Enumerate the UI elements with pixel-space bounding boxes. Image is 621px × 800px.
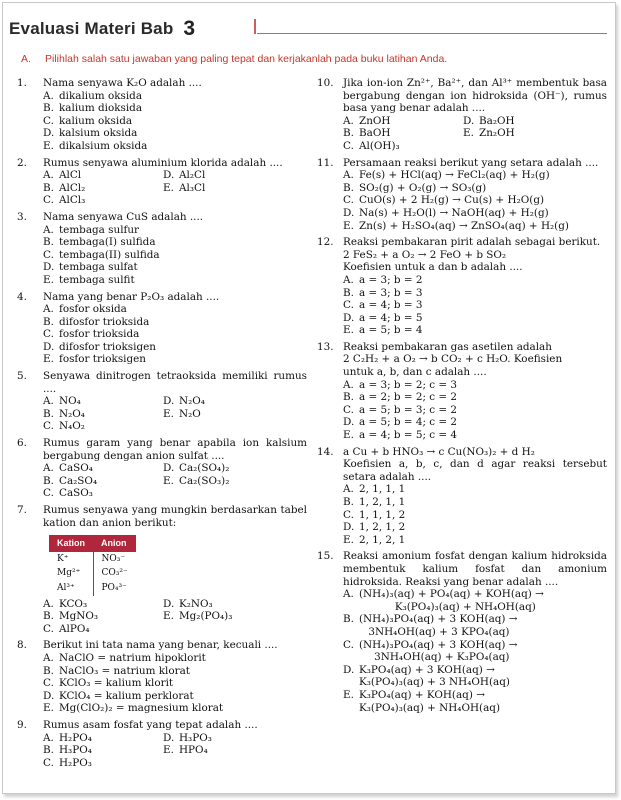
- option-letter: C.: [343, 638, 354, 651]
- option-e[interactable]: E. Zn₂OH: [463, 127, 515, 140]
- option-b[interactable]: B. a = 3; b = 3: [343, 286, 423, 299]
- question-number: 4.: [17, 290, 27, 303]
- reaction-equation: 2 FeS₂ + a O₂ → 2 FeO + b SO₂: [343, 248, 507, 261]
- option-letter: D.: [343, 521, 355, 534]
- option-b[interactable]: B. N₂O₄: [43, 407, 85, 420]
- option-d[interactable]: D. difosfor trioksigen: [43, 340, 156, 353]
- option-d[interactable]: D. a = 5; b = 4; c = 2: [343, 416, 458, 429]
- question-text: Koefisien a, b, c, dan d agar reaksi tersebut setara adalah ....: [343, 458, 607, 483]
- option-letter: A.: [43, 597, 54, 610]
- option-letter: A.: [43, 303, 54, 316]
- option-e[interactable]: E. fosfor trioksigen: [43, 353, 146, 366]
- option-letter: C.: [43, 420, 54, 433]
- option-letter: B.: [43, 236, 54, 249]
- option-letter: B.: [343, 391, 354, 404]
- option-d[interactable]: D. kalsium oksida: [43, 127, 138, 140]
- option-c[interactable]: C. Al(OH)₃: [343, 139, 400, 152]
- option-letter: B.: [43, 407, 54, 420]
- option-a[interactable]: A. NO₄: [43, 395, 81, 408]
- option-c[interactable]: C. CaSO₃: [43, 487, 93, 500]
- cation-anion-table: [49, 535, 136, 595]
- page-frame: [2, 2, 616, 794]
- option-letter: C.: [343, 403, 354, 416]
- option-letter: D.: [343, 416, 355, 429]
- option-letter: C.: [43, 756, 54, 769]
- question-text: Berikut ini tata nama yang benar, kecuali ....: [43, 639, 278, 652]
- option-letter: C.: [43, 194, 54, 207]
- left-column: [17, 77, 307, 773]
- option-letter: A.: [343, 483, 354, 496]
- option-letter: A.: [43, 169, 54, 182]
- option-b[interactable]: B. BaOH: [343, 127, 391, 140]
- option-d[interactable]: D. K₃PO₄(aq) + 3 KOH(aq) → K₃(PO₄)₃(aq) + 3 NH₄OH(aq): [343, 663, 510, 689]
- option-d[interactable]: D. Na(s) + H₂O(l) → NaOH(aq) + H₂(g): [343, 206, 549, 219]
- option-letter: D.: [43, 689, 55, 702]
- option-a[interactable]: A. (NH₄)₃(aq) + PO₄(aq) + KOH(aq) → K₃(PO₄)₃(aq) + NH₄OH(aq): [343, 588, 544, 613]
- option-d[interactable]: D. H₃PO₃: [163, 731, 212, 744]
- question-number: 7.: [17, 504, 27, 516]
- question-text: Nama senyawa K₂O adalah ....: [43, 77, 202, 89]
- option-c[interactable]: C. CuO(s) + 2 H₂(g) → Cu(s) + H₂O(g): [343, 194, 545, 207]
- option-c[interactable]: C. 1, 1, 1, 2: [343, 508, 406, 521]
- table-header-anion: Anion: [93, 535, 136, 552]
- option-letter: A.: [343, 378, 354, 391]
- option-letter: E.: [343, 219, 354, 232]
- question-2: [17, 157, 307, 207]
- question-text: Nama senyawa CuS adalah ....: [43, 210, 204, 223]
- question-text: Jika ion-ion Zn²⁺, Ba²⁺, dan Al³⁺ membentuk basa bergabung dengan ion hidroksida (OH⁻), rumus basa yang benar adalah ....: [343, 77, 607, 115]
- question-number: 2.: [17, 156, 27, 169]
- option-letter: C.: [343, 194, 354, 207]
- question-13: [317, 341, 607, 442]
- option-b[interactable]: B. AlCl₂: [43, 181, 86, 194]
- option-letter: A.: [343, 114, 354, 127]
- option-d[interactable]: D. Ca₂(SO₄)₂: [163, 462, 230, 475]
- option-letter: B.: [43, 664, 54, 677]
- option-d[interactable]: D. Ba₂OH: [463, 114, 515, 127]
- table-header-cation: Kation: [49, 535, 93, 552]
- option-letter: E.: [43, 273, 54, 286]
- option-a[interactable]: A. ZnOH: [343, 114, 391, 127]
- option-letter: E.: [343, 533, 354, 546]
- option-c[interactable]: C. a = 5; b = 3; c = 2: [343, 403, 458, 416]
- option-letter: A.: [43, 89, 54, 102]
- option-letter: C.: [43, 114, 54, 127]
- cation-cell: Al³⁺: [57, 582, 75, 593]
- question-text: Rumus garam yang benar apabila ion kalsium bergabung dengan anion sulfat ....: [43, 437, 307, 462]
- option-letter: C.: [43, 487, 54, 500]
- option-a[interactable]: A. a = 3; b = 2; c = 3: [343, 378, 458, 391]
- option-e[interactable]: E. a = 4; b = 5; c = 4: [343, 429, 458, 442]
- question-14: [317, 446, 607, 547]
- question-number: 5.: [17, 370, 27, 383]
- option-letter: A.: [43, 223, 54, 236]
- option-c[interactable]: C. tembaga(II) sulfida: [43, 248, 160, 261]
- option-letter: B.: [43, 102, 54, 115]
- option-letter: A.: [43, 395, 54, 408]
- anion-cell: PO₄³⁻: [93, 581, 136, 596]
- instruction-mark: A.: [21, 53, 31, 65]
- right-column: [317, 77, 607, 718]
- option-letter: D.: [163, 731, 175, 744]
- option-c[interactable]: C. fosfor trioksida: [43, 328, 140, 341]
- option-letter: B.: [343, 496, 354, 508]
- question-4: [17, 291, 307, 367]
- option-letter: B.: [343, 181, 354, 194]
- option-e[interactable]: E. Ca₂(SO₃)₂: [163, 474, 230, 487]
- option-b[interactable]: B. (NH₄)₃PO₄(aq) + 3 KOH(aq) → 3NH₄OH(aq) + 3 KPO₄(aq): [343, 613, 518, 638]
- question-12: [317, 236, 607, 337]
- question-8: [17, 639, 307, 715]
- option-letter: D.: [163, 597, 175, 610]
- option-a[interactable]: A. CaSO₄: [43, 462, 93, 475]
- header-title: Evaluasi Materi Bab: [9, 19, 174, 38]
- option-e[interactable]: E. 2, 1, 2, 1: [343, 533, 406, 546]
- question-10: [317, 77, 607, 153]
- option-c[interactable]: C. AlCl₃: [43, 194, 86, 207]
- option-letter: B.: [343, 613, 354, 626]
- question-6: [17, 437, 307, 500]
- option-letter: B.: [43, 744, 54, 757]
- question-3: [17, 211, 307, 287]
- question-9: [17, 719, 307, 769]
- question-text: Rumus asam fosfat yang tepat adalah ....: [43, 718, 258, 731]
- option-letter: E.: [43, 139, 54, 152]
- option-letter: C.: [43, 622, 54, 635]
- question-subtext: untuk a, b, dan c adalah ....: [343, 366, 487, 379]
- option-letter: D.: [463, 114, 475, 127]
- option-a[interactable]: A. a = 3; b = 2: [343, 273, 423, 286]
- option-b[interactable]: B. kalium dioksida: [43, 102, 143, 115]
- cation-cell: K⁺: [57, 553, 69, 564]
- option-e[interactable]: E. Mg(ClO₂)₂ = magnesium klorat: [43, 702, 224, 715]
- option-letter: C.: [43, 328, 54, 341]
- question-7: [17, 504, 307, 635]
- option-letter: D.: [343, 663, 355, 676]
- option-letter: D.: [343, 206, 355, 219]
- option-letter: E.: [343, 429, 354, 442]
- chapter-header: [9, 17, 195, 41]
- option-letter: B.: [43, 315, 54, 328]
- option-a[interactable]: A. NaClO = natrium hipoklorit: [43, 651, 206, 664]
- question-text: Reaksi pembakaran pirit adalah sebagai berikut.: [343, 236, 601, 249]
- option-letter: A.: [43, 462, 54, 475]
- option-letter: A.: [43, 651, 54, 664]
- instruction-text: Pilihlah salah satu jawaban yang paling tepat dan kerjakanlah pada buku latihan Anda.: [45, 53, 448, 65]
- option-letter: C.: [343, 299, 354, 312]
- option-e[interactable]: E. dikalsium oksida: [43, 139, 148, 152]
- option-letter: E.: [43, 702, 54, 715]
- question-number: 14.: [317, 445, 334, 458]
- question-number: 3.: [17, 210, 27, 223]
- option-letter: E.: [463, 127, 474, 140]
- option-a[interactable]: A. Fe(s) + HCl(aq) → FeCl₂(aq) + H₂(g): [343, 169, 550, 182]
- option-d[interactable]: D. N₂O₄: [163, 395, 205, 408]
- option-b[interactable]: B. SO₂(g) + O₂(g) → SO₃(g): [343, 181, 487, 194]
- reaction-equation: 2 C₂H₂ + a O₂ → b CO₂ + c H₂O. Koefisien: [343, 353, 563, 366]
- option-letter: C.: [343, 139, 354, 152]
- option-a[interactable]: A. fosfor oksida: [43, 303, 127, 316]
- question-number: 12.: [317, 236, 334, 249]
- option-c[interactable]: C. AlPO₄: [43, 622, 90, 635]
- option-letter: A.: [343, 273, 354, 286]
- option-a[interactable]: A. dikalium oksida: [43, 89, 143, 102]
- option-letter: D.: [163, 395, 175, 408]
- option-letter: D.: [43, 127, 55, 140]
- option-letter: E.: [43, 353, 54, 366]
- option-b[interactable]: B. difosfor trioksida: [43, 315, 150, 328]
- question-15: [317, 550, 607, 714]
- option-letter: E.: [163, 744, 174, 757]
- option-letter: A.: [343, 588, 354, 601]
- option-letter: E.: [343, 324, 354, 337]
- option-c[interactable]: C. (NH₄)₃PO₄(aq) + 3 KOH(aq) → 3NH₄OH(aq) + K₃PO₄(aq): [343, 638, 518, 664]
- option-letter: C.: [43, 677, 54, 690]
- question-subtext: Koefisien untuk a dan b adalah ....: [343, 261, 523, 274]
- option-letter: A.: [343, 169, 354, 182]
- option-letter: E.: [343, 688, 354, 701]
- question-1: [17, 77, 307, 153]
- question-text: Reaksi amonium fosfat dengan kalium hidroksida membentuk kalium fosfat dan amonium hidroksida. Reaksi yang benar adalah ....: [343, 550, 607, 588]
- option-letter: D.: [163, 462, 175, 475]
- header-chapter-number: 3: [183, 17, 196, 40]
- option-letter: E.: [163, 181, 174, 194]
- question-number: 9.: [17, 718, 27, 731]
- option-e[interactable]: E. N₂O: [163, 407, 201, 420]
- question-number: 10.: [317, 77, 334, 89]
- option-c[interactable]: C. a = 4; b = 3: [343, 299, 423, 312]
- anion-cell: CO₃²⁻: [93, 566, 136, 581]
- option-b[interactable]: B. tembaga(I) sulfida: [43, 236, 156, 249]
- option-letter: D.: [43, 340, 55, 353]
- option-e[interactable]: E. HPO₄: [163, 744, 208, 757]
- option-letter: D.: [163, 169, 175, 182]
- header-rule: [257, 33, 607, 34]
- question-text: Rumus senyawa aluminium klorida adalah ....: [43, 156, 283, 169]
- option-a[interactable]: A. 2, 1, 1, 1: [343, 483, 406, 496]
- question-number: 1.: [17, 77, 27, 89]
- option-d[interactable]: D. a = 4; b = 5: [343, 311, 423, 324]
- option-letter: B.: [43, 610, 54, 623]
- option-b[interactable]: B. a = 2; b = 2; c = 2: [343, 391, 458, 404]
- option-letter: C.: [43, 248, 54, 261]
- question-number: 13.: [317, 340, 334, 353]
- option-letter: C.: [343, 508, 354, 521]
- option-letter: B.: [343, 286, 354, 299]
- question-text: Persamaan reaksi berikut yang setara adalah ....: [343, 156, 599, 169]
- option-c[interactable]: C. kalium oksida: [43, 114, 133, 127]
- option-d[interactable]: D. Al₂Cl: [163, 169, 206, 182]
- question-text: Senyawa dinitrogen tetraoksida memiliki rumus ....: [43, 370, 307, 395]
- question-text: Nama yang benar P₂O₃ adalah ....: [43, 290, 220, 303]
- option-letter: D.: [343, 311, 355, 324]
- option-a[interactable]: A. tembaga sulfur: [43, 223, 140, 236]
- question-5: [17, 370, 307, 433]
- question-number: 11.: [317, 156, 334, 169]
- question-text: Rumus senyawa yang mungkin berdasarkan tabel kation dan anion berikut:: [43, 504, 307, 529]
- option-e[interactable]: E. tembaga sulfit: [43, 273, 135, 286]
- option-e[interactable]: E. Zn(s) + H₂SO₄(aq) → ZnSO₄(aq) + H₂(g): [343, 219, 569, 232]
- option-b[interactable]: B. Ca₂SO₄: [43, 474, 98, 487]
- question-11: [317, 157, 607, 233]
- option-letter: B.: [43, 474, 54, 487]
- option-e[interactable]: E. Mg₂(PO₄)₃: [163, 610, 233, 623]
- header-divider: [254, 19, 256, 34]
- cation-cell: Mg²⁺: [57, 568, 81, 579]
- option-b[interactable]: B. H₃PO₄: [43, 744, 92, 757]
- option-d[interactable]: D. KClO₄ = kalium perklorat: [43, 689, 194, 702]
- option-b[interactable]: B. 1, 2, 1, 1: [343, 496, 406, 508]
- option-e[interactable]: E. K₃PO₄(aq) + KOH(aq) → K₃(PO₄)₃(aq) + NH₄OH(aq): [343, 688, 500, 714]
- option-c[interactable]: C. KClO₃ = kalium klorit: [43, 677, 174, 690]
- option-letter: B.: [43, 181, 54, 194]
- option-letter: A.: [43, 731, 54, 744]
- reaction-equation: a Cu + b HNO₃ → c Cu(NO₃)₂ + d H₂: [343, 445, 535, 458]
- option-d[interactable]: D. 1, 2, 1, 2: [343, 521, 406, 534]
- question-number: 6.: [17, 437, 27, 450]
- option-a[interactable]: A. AlCl: [43, 169, 82, 182]
- option-letter: B.: [343, 127, 354, 140]
- option-c[interactable]: C. N₄O₂: [43, 420, 85, 433]
- option-c[interactable]: C. H₂PO₃: [43, 756, 92, 769]
- option-a[interactable]: A. KCO₃: [43, 597, 88, 610]
- option-d[interactable]: D. K₂NO₃: [163, 597, 213, 610]
- option-letter: E.: [163, 474, 174, 487]
- question-number: 8.: [17, 639, 27, 652]
- option-b[interactable]: B. MgNO₃: [43, 610, 99, 623]
- option-letter: D.: [43, 261, 55, 274]
- instruction: [21, 53, 447, 65]
- option-e[interactable]: E. Al₃Cl: [163, 181, 206, 194]
- question-text: Reaksi pembakaran gas asetilen adalah: [343, 340, 552, 353]
- option-e[interactable]: E. a = 5; b = 4: [343, 324, 423, 337]
- option-letter: E.: [163, 610, 174, 623]
- option-a[interactable]: A. H₂PO₄: [43, 731, 92, 744]
- question-number: 15.: [317, 550, 334, 563]
- option-b[interactable]: B. NaClO₃ = natrium klorat: [43, 664, 190, 677]
- option-letter: E.: [163, 407, 174, 420]
- anion-cell: NO₃⁻: [93, 552, 136, 567]
- option-d[interactable]: D. tembaga sulfat: [43, 261, 138, 274]
